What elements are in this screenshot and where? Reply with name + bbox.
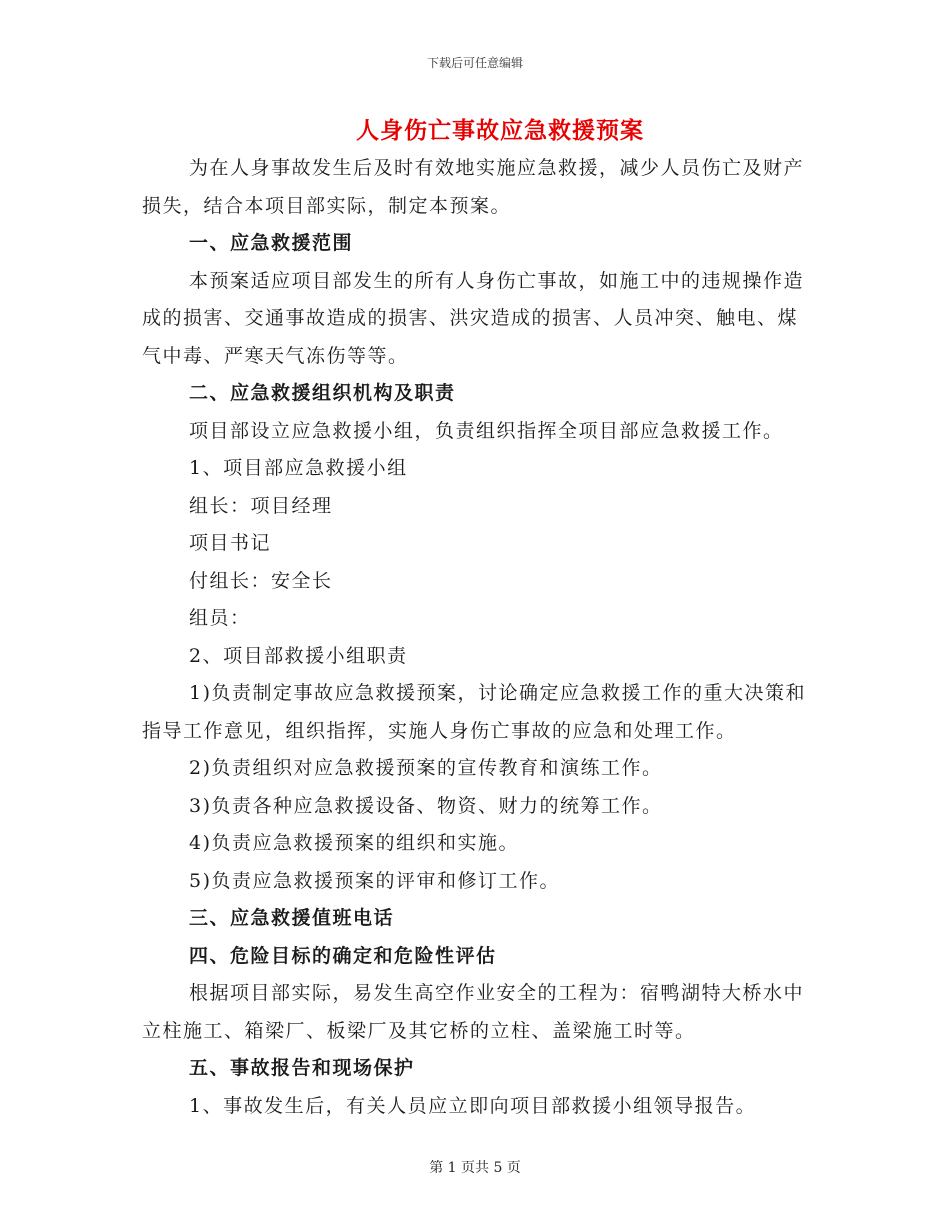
section-heading-3: 三、应急救援值班电话 bbox=[189, 907, 395, 929]
org-paragraph: 项目部设立应急救援小组，负责组织指挥全项目部应急救援工作。 bbox=[189, 419, 784, 442]
section-heading-1: 一、应急救援范围 bbox=[189, 232, 354, 254]
document-body bbox=[142, 150, 810, 1125]
page-footer: 第 1 页共 5 页 bbox=[429, 1160, 521, 1176]
secretary-line: 项目书记 bbox=[189, 532, 272, 554]
leader-line: 组长：项目经理 bbox=[189, 494, 333, 517]
duty-item-4: 4)负责应急救援预案的组织和实施。 bbox=[189, 832, 520, 854]
header-note: 下载后可任意编辑 bbox=[426, 56, 523, 70]
group-title: 1、项目部应急救援小组 bbox=[189, 457, 408, 479]
duty-item-3: 3)负责各种应急救援设备、物资、财力的统筹工作。 bbox=[189, 794, 663, 817]
document-title: 人身伤亡事故应急救援预案 bbox=[356, 117, 644, 144]
duty-item-1: 1)负责制定事故应急救援预案，讨论确定应急救援工作的重大决策和指导工作意见，组织指挥，实施人身伤亡事故的应急和处理工作。 bbox=[142, 682, 807, 742]
scope-paragraph: 本预案适应项目部发生的所有人身伤亡事故，如施工中的违规操作造成的损害、交通事故造成的损害、洪灾造成的损害、人员冲突、触电、煤气中毒、严寒天气冻伤等等。 bbox=[142, 269, 805, 367]
section-heading-2: 二、应急救援组织机构及职责 bbox=[189, 382, 456, 404]
duty-item-2: 2)负责组织对应急救援预案的宣传教育和演练工作。 bbox=[189, 757, 663, 779]
section-heading-4: 四、危险目标的确定和危险性评估 bbox=[189, 944, 497, 967]
intro-paragraph: 为在人身事故发生后及时有效地实施应急救援，减少人员伤亡及财产损失，结合本项目部实际，制定本预案。 bbox=[142, 157, 805, 217]
report-item-1: 1、事故发生后，有关人员应立即向项目部救援小组领导报告。 bbox=[189, 1094, 757, 1117]
section-heading-5: 五、事故报告和现场保护 bbox=[189, 1057, 415, 1079]
duty-title: 2、项目部救援小组职责 bbox=[189, 644, 408, 667]
duty-item-5: 5)负责应急救援预案的评审和修订工作。 bbox=[189, 869, 561, 892]
risk-paragraph: 根据项目部实际，易发生高空作业安全的工程为：宿鸭湖特大桥水中立柱施工、箱梁厂、板梁厂及其它桥的立柱、盖梁施工时等。 bbox=[142, 982, 805, 1042]
members-line: 组员： bbox=[189, 607, 251, 629]
deputy-line: 付组长：安全长 bbox=[189, 569, 333, 592]
